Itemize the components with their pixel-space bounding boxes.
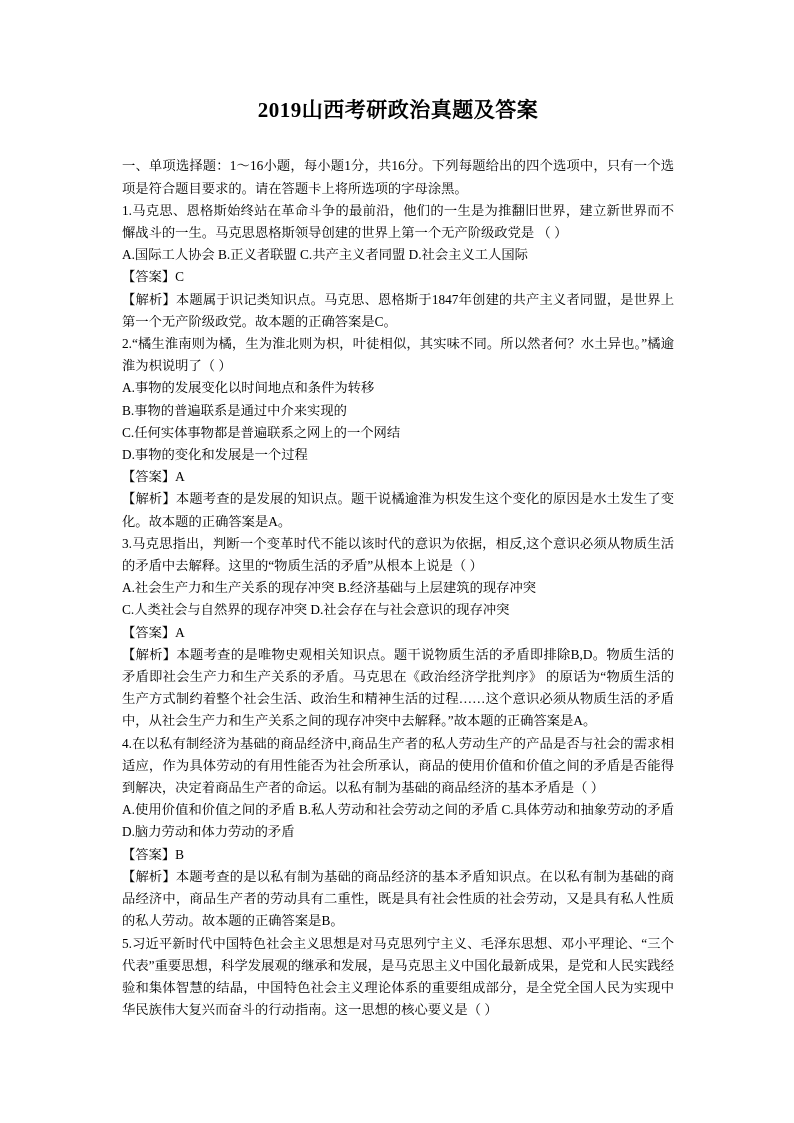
- question-4-answer: 【答案】B: [122, 846, 185, 862]
- document-body: [122, 155, 674, 1021]
- question-4-explanation: 【解析】本题考查的是以私有制为基础的商品经济的基本矛盾知识点。在以私有制为基础的商品经济中，商品生产者的劳动具有二重性，既是具有社会性质的社会劳动，又是具有私人性质的私人劳动。故本题的正确答案是B。: [122, 868, 674, 929]
- question-2-stem: 2.“橘生淮南则为橘，生为淮北则为枳，叶徒相似，其实味不同。所以然者何？水土异也。”橘逾淮为枳说明了（ ）: [122, 336, 674, 374]
- question-3-answer: 【答案】A: [122, 624, 185, 640]
- question-4-stem: 4.在以私有制经济为基础的商品经济中,商品生产者的私人劳动生产的产品是否与社会的需求相适应，作为具体劳动的有用性能否为社会所承认，商品的使用价值和价值之间的矛盾是否能得到解决，决定着商品生产者的命运。以私有制为基础的商品经济的基本矛盾是（ ）: [122, 735, 674, 796]
- question-4-options: A.使用价值和价值之间的矛盾 B.私人劳动和社会劳动之间的矛盾 C.具体劳动和抽象劳动的矛盾 D.脑力劳动和体力劳动的矛盾: [122, 802, 674, 840]
- question-1-explanation: 【解析】本题属于识记类知识点。马克思、恩格斯于1847年创建的共产主义者同盟，是世界上第一个无产阶级政党。故本题的正确答案是C。: [122, 291, 674, 329]
- question-2-option-c: C.任何实体事物都是普遍联系之网上的一个网结: [122, 424, 401, 440]
- paragraph-intro: 一、单项选择题：1～16小题，每小题1分，共16分。下列每题给出的四个选项中，只有一个选项是符合题目要求的。请在答题卡上将所选项的字母涂黑。: [122, 158, 674, 196]
- question-3-options-cd: C.人类社会与自然界的现存冲突 D.社会存在与社会意识的现存冲突: [122, 602, 510, 618]
- question-2-option-d: D.事物的变化和发展是一个过程: [122, 447, 308, 463]
- question-1-options: A.国际工人协会 B.正义者联盟 C.共产主义者同盟 D.社会主义工人国际: [122, 247, 528, 263]
- question-3-options-ab: A.社会生产力和生产关系的现存冲突 B.经济基础与上层建筑的现存冲突: [122, 580, 537, 596]
- question-1-answer: 【答案】C: [122, 269, 185, 285]
- page-title: 2019山西考研政治真题及答案: [257, 98, 539, 122]
- question-3-explanation: 【解析】本题考查的是唯物史观相关知识点。题干说物质生活的矛盾即排除B,D。物质生活的矛盾即社会生产力和生产关系的矛盾。马克思在《政治经济学批判序》 的原话为“物质生活的生产方式制约着整个社会生活、政治生和精神生活的过程……这个意识必须从物质生活的矛盾中，从社会生产力和生产关系之间的现存冲突中去解释。”故本题的正确答案是A。: [122, 646, 674, 729]
- question-2-option-a: A.事物的发展变化以时间地点和条件为转移: [122, 380, 375, 396]
- question-1-stem: 1.马克思、恩格斯始终站在革命斗争的最前沿，他们的一生是为推翻旧世界，建立新世界而不懈战斗的一生。马克思恩格斯领导创建的世界上第一个无产阶级政党是 （ ）: [122, 202, 674, 240]
- question-2-option-b: B.事物的普遍联系是通过中介来实现的: [122, 402, 347, 418]
- question-3-stem: 3.马克思指出，判断一个变革时代不能以该时代的意识为依据，相反,这个意识必须从物质生活的矛盾中去解释。这里的“物质生活的矛盾”从根本上说是（ ）: [122, 535, 674, 574]
- question-2-answer: 【答案】A: [122, 469, 185, 485]
- question-5-stem: 5.习近平新时代中国特色社会主义思想是对马克思列宁主义、毛泽东思想、邓小平理论、“三个代表”重要思想，科学发展观的继承和发展，是马克思主义中国化最新成果，是党和人民实践经验和集体智慧的结晶，中国特色社会主义理论体系的重要组成部分，是全党全国人民为实现中华民族伟大复兴而奋斗的行动指南。这一思想的核心要义是（ ）: [122, 935, 674, 1018]
- question-2-explanation: 【解析】本题考查的是发展的知识点。题干说橘逾淮为枳发生这个变化的原因是水土发生了变化。故本题的正确答案是A。: [122, 491, 674, 529]
